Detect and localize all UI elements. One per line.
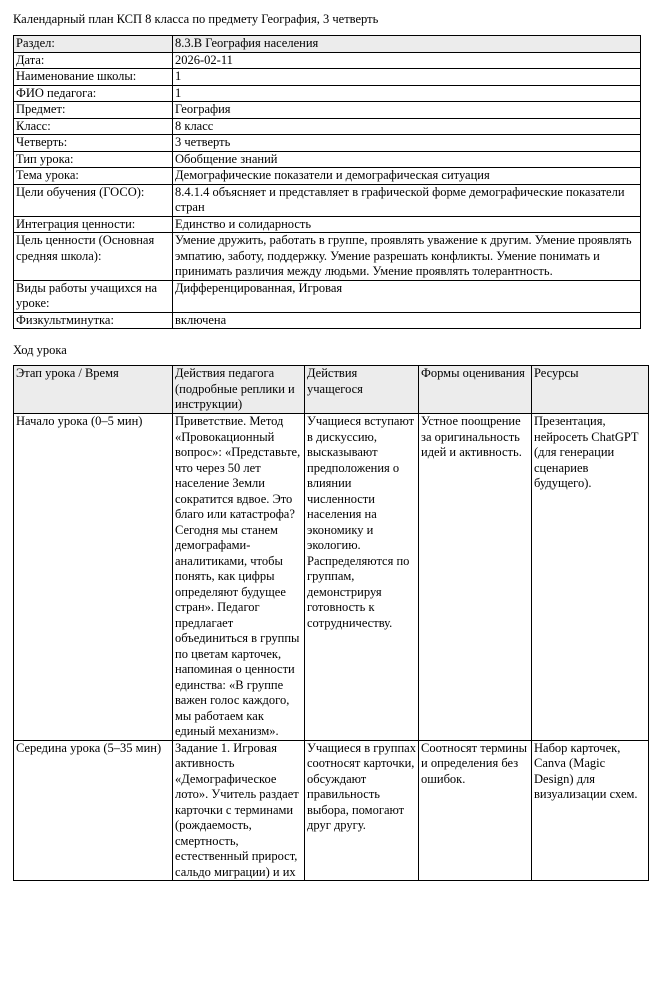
- info-label: Наименование школы:: [14, 69, 173, 86]
- info-value: Обобщение знаний: [173, 151, 641, 168]
- info-row: [14, 312, 641, 329]
- table-row: [14, 740, 649, 881]
- info-row: [14, 168, 641, 185]
- teacher-cell: Приветствие. Метод «Провокационный вопрос»: «Представьте, что через 50 лет население Земли сократится вдвое. Это благо или катастрофа? Сегодня мы станем демографами-аналитиками, чтобы понять, как цифры определяют будущее стран». Педагог предлагает объединиться в группы по цветам карточек, напоминая о ценности единства: «В группе важен голос каждого, мы работаем как единый механизм».: [173, 414, 305, 741]
- student-cell: Учащиеся в группах соотносят карточки, обсуждают правильность выбора, помогают друг другу.: [305, 740, 419, 881]
- stage-cell: Начало урока (0–5 мин): [14, 414, 173, 741]
- info-label: Цель ценности (Основная средняя школа):: [14, 233, 173, 281]
- info-value: 1: [173, 69, 641, 86]
- student-cell: Учащиеся вступают в дискуссию, высказывают предположения о влиянии численности населения на экономику и экологию. Распределяются по группам, демонстрируя готовность к сотрудничеству.: [305, 414, 419, 741]
- info-value: 8.3.В География населения: [173, 36, 641, 53]
- table-header-row: [14, 366, 649, 414]
- info-value: Дифференцированная, Игровая: [173, 280, 641, 312]
- column-header: Этап урока / Время: [14, 366, 173, 414]
- column-header: Формы оценивания: [419, 366, 532, 414]
- resources-cell: Презентация, нейросеть ChatGPT (для генерации сценариев будущего).: [532, 414, 649, 741]
- info-row: [14, 233, 641, 281]
- info-row: [14, 52, 641, 69]
- info-label: Цели обучения (ГОСО):: [14, 184, 173, 216]
- section-label: Ход урока: [13, 343, 67, 357]
- info-row: [14, 102, 641, 119]
- resources-cell: Набор карточек, Canva (Magic Design) для визуализации схем.: [532, 740, 649, 881]
- info-label: Дата:: [14, 52, 173, 69]
- info-label: Тема урока:: [14, 168, 173, 185]
- column-header: Действия учащегося: [305, 366, 419, 414]
- info-value: 3 четверть: [173, 135, 641, 152]
- info-label: ФИО педагога:: [14, 85, 173, 102]
- assessment-cell: Соотносят термины и определения без ошибок.: [419, 740, 532, 881]
- info-value: 1: [173, 85, 641, 102]
- table-row: [14, 414, 649, 741]
- info-row: [14, 280, 641, 312]
- info-label: Тип урока:: [14, 151, 173, 168]
- info-row: [14, 216, 641, 233]
- info-value: 8.4.1.4 объясняет и представляет в графической форме демографические показатели стран: [173, 184, 641, 216]
- info-label: Физкультминутка:: [14, 312, 173, 329]
- stage-cell: Середина урока (5–35 мин): [14, 740, 173, 881]
- info-value: Единство и солидарность: [173, 216, 641, 233]
- info-value: Умение дружить, работать в группе, проявлять уважение к другим. Умение проявлять эмпатию, заботу, поддержку. Умение разрешать конфликты. Умение понимать и принимать различия между людьми. Умение проявлять толерантность.: [173, 233, 641, 281]
- info-table: [13, 35, 641, 329]
- info-label: Раздел:: [14, 36, 173, 53]
- info-label: Виды работы учащихся на уроке:: [14, 280, 173, 312]
- assessment-cell: Устное поощрение за оригинальность идей и активность.: [419, 414, 532, 741]
- document-title: Календарный план КСП 8 класса по предмету География, 3 четверть: [13, 12, 379, 26]
- info-label: Класс:: [14, 118, 173, 135]
- info-value: 2026-02-11: [173, 52, 641, 69]
- info-label: Четверть:: [14, 135, 173, 152]
- info-row: [14, 118, 641, 135]
- info-label: Предмет:: [14, 102, 173, 119]
- info-row: [14, 151, 641, 168]
- info-value: География: [173, 102, 641, 119]
- info-row: [14, 135, 641, 152]
- info-value: включена: [173, 312, 641, 329]
- info-row: [14, 36, 641, 53]
- info-row: [14, 69, 641, 86]
- info-value: Демографические показатели и демографическая ситуация: [173, 168, 641, 185]
- teacher-cell: Задание 1. Игровая активность «Демографическое лото». Учитель раздает карточки с терминами (рождаемость, смертность, естественный прирост, сальдо миграции) и их: [173, 740, 305, 881]
- info-value: 8 класс: [173, 118, 641, 135]
- info-row: [14, 85, 641, 102]
- info-row: [14, 184, 641, 216]
- info-label: Интеграция ценности:: [14, 216, 173, 233]
- column-header: Действия педагога (подробные реплики и инструкции): [173, 366, 305, 414]
- lesson-table: [13, 365, 649, 881]
- column-header: Ресурсы: [532, 366, 649, 414]
